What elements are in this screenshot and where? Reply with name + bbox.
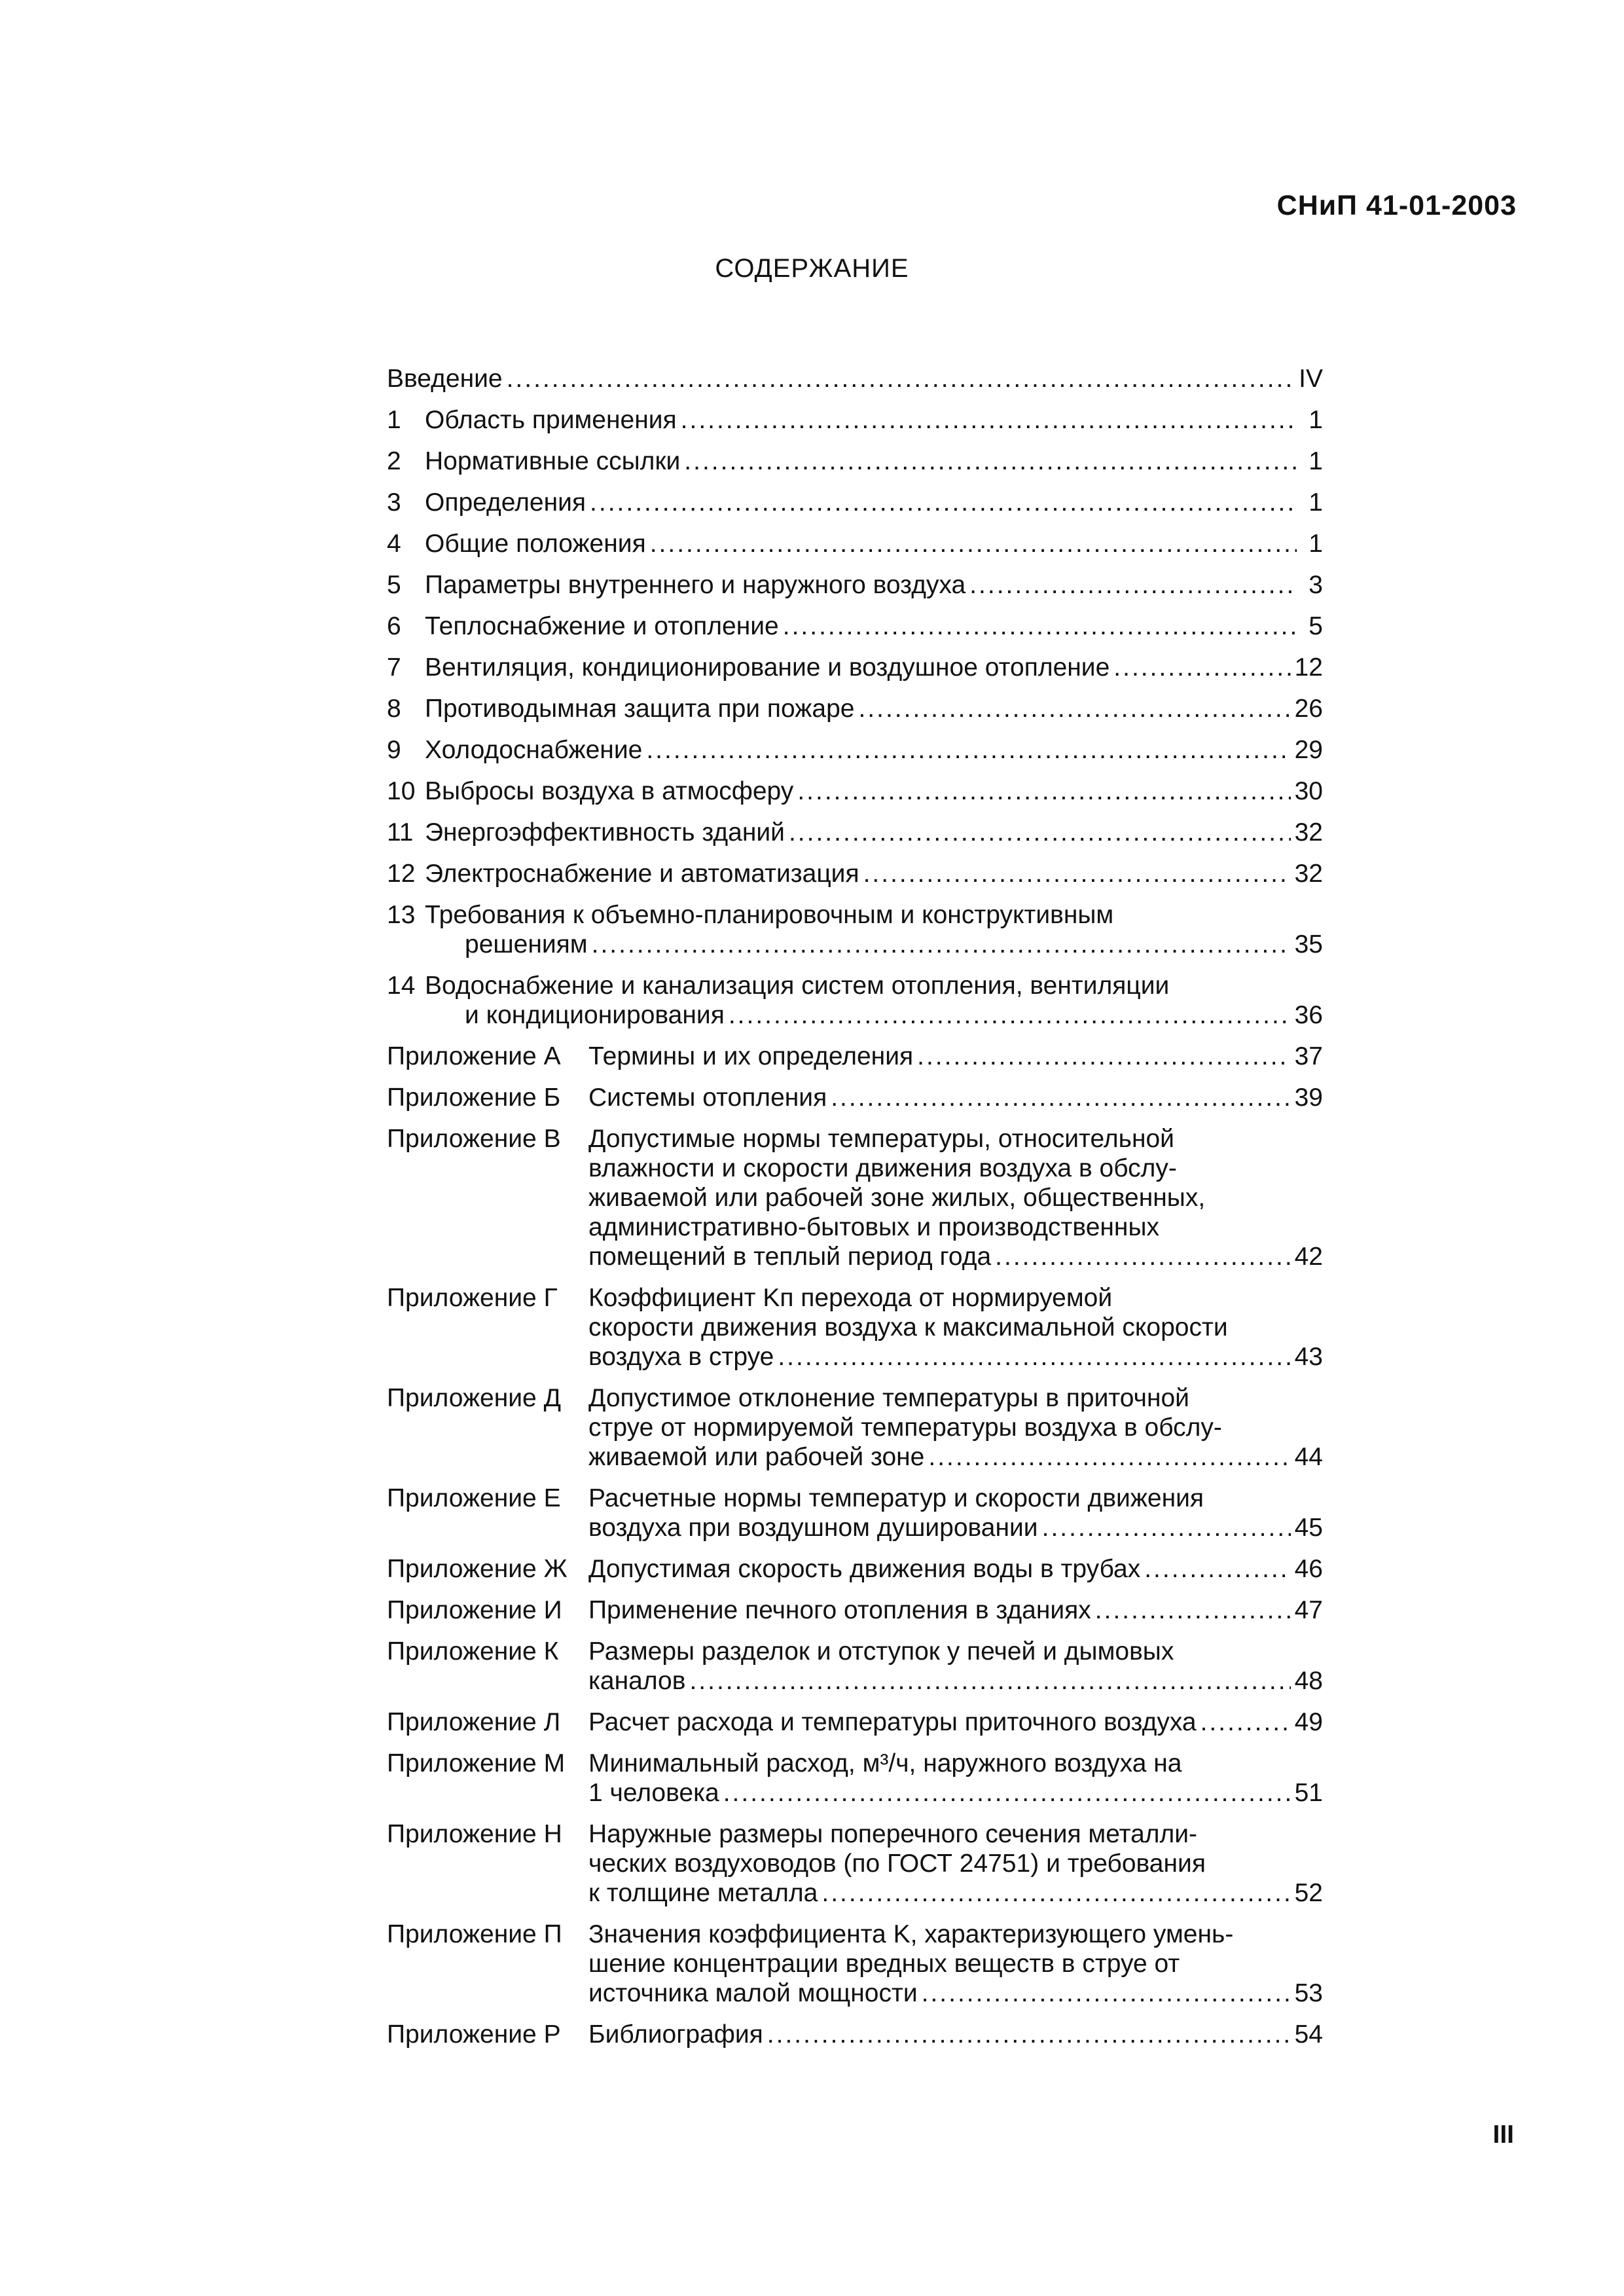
toc-page-number: 26 xyxy=(1294,695,1323,723)
toc-entry-appendix-m[interactable] xyxy=(387,1749,1323,1808)
toc-section-number: 4 xyxy=(387,530,401,558)
toc-page-number: 53 xyxy=(1294,1979,1323,2007)
toc-entry-title-line: и кондиционирования xyxy=(465,1001,725,1029)
toc-leader-dots xyxy=(729,1000,1291,1030)
toc-entry-title: Выбросы воздуха в атмосферу xyxy=(425,777,794,805)
toc-leader-dots xyxy=(590,488,1297,517)
toc-entry-title: Вентиляция, кондиционирование и воздушное отопление xyxy=(425,653,1110,682)
toc-entry-title-line: каналов xyxy=(588,1667,686,1695)
toc-page-number: 36 xyxy=(1294,1001,1323,1029)
toc-entry-section-14[interactable] xyxy=(387,971,1323,1030)
toc-entry-appendix-i[interactable] xyxy=(387,1595,1323,1625)
toc-entry-title-line: живаемой или рабочей зоне xyxy=(588,1443,925,1471)
toc-section-number: 12 xyxy=(387,860,416,888)
toc-entry-title-line: к толщине металла xyxy=(588,1879,818,1907)
toc-page-number: 49 xyxy=(1294,1708,1323,1736)
toc-page-number: 37 xyxy=(1294,1042,1323,1070)
toc-leader-dots xyxy=(797,776,1290,806)
toc-entry-title-line: Расчетные нормы температур и скорости движения xyxy=(588,1484,1204,1512)
toc-entry-appendix-d[interactable] xyxy=(387,1383,1323,1472)
toc-entry-section-13[interactable] xyxy=(387,900,1323,959)
toc-entry-appendix-r[interactable] xyxy=(387,2020,1323,2049)
appendix-label: Приложение М xyxy=(387,1749,566,1777)
toc-entry-title: Термины и их определения xyxy=(588,1042,914,1070)
toc-entry-appendix-v[interactable] xyxy=(387,1124,1323,1271)
toc-entry-title-line: Допустимые нормы температуры, относительной xyxy=(588,1125,1174,1153)
toc-entry-title: Допустимая скорость движения воды в трубах xyxy=(588,1555,1141,1583)
toc-entry-title: Определения xyxy=(425,488,586,517)
toc-section-number: 3 xyxy=(387,488,401,517)
toc-leader-dots xyxy=(778,1342,1290,1372)
toc-page-number: 1 xyxy=(1308,488,1323,517)
toc-entry-section-8[interactable] xyxy=(387,694,1323,723)
appendix-label: Приложение Р xyxy=(387,2020,561,2049)
toc-entry-title-line: Наружные размеры поперечного сечения металли- xyxy=(588,1820,1198,1848)
toc-entry-title-line: Допустимое отклонение температуры в приточной xyxy=(588,1384,1189,1412)
toc-page-number: 39 xyxy=(1294,1084,1323,1112)
toc-entry-section-5[interactable] xyxy=(387,570,1323,600)
toc-leader-dots xyxy=(684,446,1297,476)
document-code: СНиП 41-01-2003 xyxy=(1276,190,1517,221)
toc-entry-appendix-a[interactable] xyxy=(387,1042,1323,1071)
toc-page-number: 46 xyxy=(1294,1555,1323,1583)
toc-page-number: 32 xyxy=(1294,818,1323,847)
appendix-label: Приложение Г xyxy=(387,1284,558,1312)
toc-entry-appendix-n[interactable] xyxy=(387,1819,1323,1908)
toc-entry-title: Расчет расхода и температуры приточного воздуха xyxy=(588,1708,1197,1736)
toc-entry-title: Электроснабжение и автоматизация xyxy=(425,860,859,888)
toc-leader-dots xyxy=(1200,1707,1291,1737)
toc-leader-dots xyxy=(1144,1554,1290,1584)
toc-entry-appendix-p[interactable] xyxy=(387,1920,1323,2008)
toc-entry-title-line: источника малой мощности xyxy=(588,1979,918,2007)
toc-entry-section-11[interactable] xyxy=(387,818,1323,847)
toc-leader-dots xyxy=(789,818,1291,847)
toc-entry-title: Параметры внутреннего и наружного воздуха xyxy=(425,571,966,599)
table-of-contents xyxy=(387,364,1323,2061)
toc-page-number: 30 xyxy=(1294,777,1323,805)
toc-page-number: 3 xyxy=(1308,571,1323,599)
toc-page-number: 45 xyxy=(1294,1514,1323,1542)
appendix-label: Приложение Ж xyxy=(387,1555,568,1583)
toc-page-number: 1 xyxy=(1308,447,1323,475)
appendix-label: Приложение И xyxy=(387,1596,562,1624)
toc-entry-section-7[interactable] xyxy=(387,653,1323,682)
toc-section-number: 10 xyxy=(387,777,416,805)
toc-entry-title-line: административно-бытовых и производственных xyxy=(588,1213,1159,1241)
toc-entry-section-1[interactable] xyxy=(387,405,1323,435)
toc-leader-dots xyxy=(995,1242,1290,1271)
toc-entry-title-line: Водоснабжение и канализация систем отопления, вентиляции xyxy=(425,972,1170,1000)
toc-leader-dots xyxy=(1095,1595,1291,1625)
toc-leader-dots xyxy=(689,1666,1290,1696)
toc-page-number: 47 xyxy=(1294,1596,1323,1624)
toc-entry-title-line: воздуха при воздушном душировании xyxy=(588,1514,1038,1542)
toc-page-number: 52 xyxy=(1294,1879,1323,1907)
toc-entry-title-line: шение концентрации вредных веществ в струе от xyxy=(588,1950,1180,1978)
toc-entry-intro[interactable] xyxy=(387,364,1323,393)
toc-entry-title-line: воздуха в струе xyxy=(588,1343,774,1371)
toc-entry-title: Теплоснабжение и отопление xyxy=(425,612,779,640)
toc-leader-dots xyxy=(723,1778,1291,1808)
toc-page-number: 1 xyxy=(1308,530,1323,558)
toc-page-number: 5 xyxy=(1308,612,1323,640)
toc-page-number: 1 xyxy=(1308,406,1323,434)
toc-page-number: 44 xyxy=(1294,1443,1323,1471)
toc-entry-section-6[interactable] xyxy=(387,611,1323,641)
toc-leader-dots xyxy=(767,2020,1291,2049)
toc-section-number: 6 xyxy=(387,612,401,640)
toc-leader-dots xyxy=(863,859,1291,888)
toc-section-number: 5 xyxy=(387,571,401,599)
appendix-label: Приложение К xyxy=(387,1637,559,1666)
toc-leader-dots xyxy=(858,694,1290,723)
appendix-label: Приложение П xyxy=(387,1920,562,1948)
toc-page-number: 43 xyxy=(1294,1343,1323,1371)
toc-entry-section-3[interactable] xyxy=(387,488,1323,517)
toc-entry-title: Библиография xyxy=(588,2020,763,2049)
toc-entry-title-line: Коэффициент Kп перехода от нормируемой xyxy=(588,1284,1113,1312)
toc-entry-appendix-b[interactable] xyxy=(387,1083,1323,1112)
toc-entry-title-line: Требования к объемно-планировочным и конструктивным xyxy=(425,901,1114,929)
toc-page-number: 51 xyxy=(1294,1779,1323,1807)
toc-entry-title-line: струе от нормируемой температуры воздуха в обслу- xyxy=(588,1413,1222,1442)
toc-section-number: 1 xyxy=(387,406,401,434)
toc-entry-title: Энергоэффективность зданий xyxy=(425,818,785,847)
toc-leader-dots xyxy=(650,529,1297,558)
toc-entry-section-12[interactable] xyxy=(387,859,1323,888)
toc-entry-section-2[interactable] xyxy=(387,446,1323,476)
toc-entry-title-line: Значения коэффициента K, характеризующего умень- xyxy=(588,1920,1234,1948)
toc-entry-section-4[interactable] xyxy=(387,529,1323,558)
appendix-label: Приложение Л xyxy=(387,1708,561,1736)
toc-page-number: 29 xyxy=(1294,736,1323,764)
toc-title: СОДЕРЖАНИЕ xyxy=(715,254,909,283)
toc-entry-title-line: ческих воздуховодов (по ГОСТ 24751) и требования xyxy=(588,1850,1206,1878)
toc-page-number: 32 xyxy=(1294,860,1323,888)
toc-page-number: 12 xyxy=(1294,653,1323,682)
toc-entry-title-line: влажности и скорости движения воздуха в обслу- xyxy=(588,1154,1177,1182)
toc-entry-title-line: Минимальный расход, м³/ч, наружного воздуха на xyxy=(588,1749,1182,1777)
toc-entry-title: Введение xyxy=(387,365,503,393)
toc-page-number: 42 xyxy=(1294,1243,1323,1271)
toc-leader-dots xyxy=(831,1083,1290,1112)
toc-entry-title-line: 1 человека xyxy=(588,1779,719,1807)
toc-leader-dots xyxy=(1113,653,1290,682)
toc-leader-dots xyxy=(783,611,1297,641)
toc-leader-dots xyxy=(917,1042,1290,1071)
toc-entry-title: Противодымная защита при пожаре xyxy=(425,695,855,723)
toc-section-number: 7 xyxy=(387,653,401,682)
toc-entry-appendix-e[interactable] xyxy=(387,1484,1323,1542)
toc-leader-dots xyxy=(507,364,1295,393)
toc-section-number: 11 xyxy=(387,818,414,847)
toc-leader-dots xyxy=(1042,1513,1291,1542)
appendix-label: Приложение А xyxy=(387,1042,561,1070)
toc-entry-appendix-l[interactable] xyxy=(387,1707,1323,1737)
toc-section-number: 8 xyxy=(387,695,401,723)
toc-entry-appendix-zh[interactable] xyxy=(387,1554,1323,1584)
toc-entry-title: Область применения xyxy=(425,406,677,434)
appendix-label: Приложение Е xyxy=(387,1484,561,1512)
toc-entry-appendix-k[interactable] xyxy=(387,1637,1323,1696)
toc-page-number: IV xyxy=(1299,365,1323,393)
toc-entry-title: Общие положения xyxy=(425,530,646,558)
page-number: III xyxy=(1492,2121,1514,2149)
toc-page-number: 54 xyxy=(1294,2020,1323,2049)
toc-entry-appendix-g[interactable] xyxy=(387,1283,1323,1372)
toc-section-number: 2 xyxy=(387,447,401,475)
appendix-label: Приложение Б xyxy=(387,1084,561,1112)
toc-leader-dots xyxy=(646,735,1290,765)
toc-entry-title: Нормативные ссылки xyxy=(425,447,681,475)
toc-entry-section-10[interactable] xyxy=(387,776,1323,806)
toc-entry-title-line: скорости движения воздуха к максимальной скорости xyxy=(588,1313,1228,1341)
toc-section-number: 13 xyxy=(387,901,416,929)
toc-leader-dots xyxy=(821,1878,1290,1908)
toc-entry-title-line: живаемой или рабочей зоне жилых, общественных, xyxy=(588,1184,1206,1212)
toc-leader-dots xyxy=(928,1442,1290,1472)
toc-leader-dots xyxy=(922,1978,1291,2008)
toc-page-number: 48 xyxy=(1294,1667,1323,1695)
toc-entry-section-9[interactable] xyxy=(387,735,1323,765)
toc-entry-title-line: Размеры разделок и отступок у печей и дымовых xyxy=(588,1637,1174,1666)
toc-entry-title: Холодоснабжение xyxy=(425,736,643,764)
toc-entry-title-line: решениям xyxy=(465,930,588,958)
toc-page-number: 35 xyxy=(1294,930,1323,958)
toc-section-number: 14 xyxy=(387,972,416,1000)
appendix-label: Приложение Н xyxy=(387,1820,562,1848)
toc-leader-dots xyxy=(681,405,1297,435)
toc-entry-title: Применение печного отопления в зданиях xyxy=(588,1596,1091,1624)
toc-leader-dots xyxy=(969,570,1297,600)
toc-section-number: 9 xyxy=(387,736,401,764)
appendix-label: Приложение В xyxy=(387,1125,561,1153)
appendix-label: Приложение Д xyxy=(387,1384,561,1412)
toc-entry-title-line: помещений в теплый период года xyxy=(588,1243,992,1271)
toc-entry-title: Системы отопления xyxy=(588,1084,827,1112)
toc-leader-dots xyxy=(592,930,1291,959)
